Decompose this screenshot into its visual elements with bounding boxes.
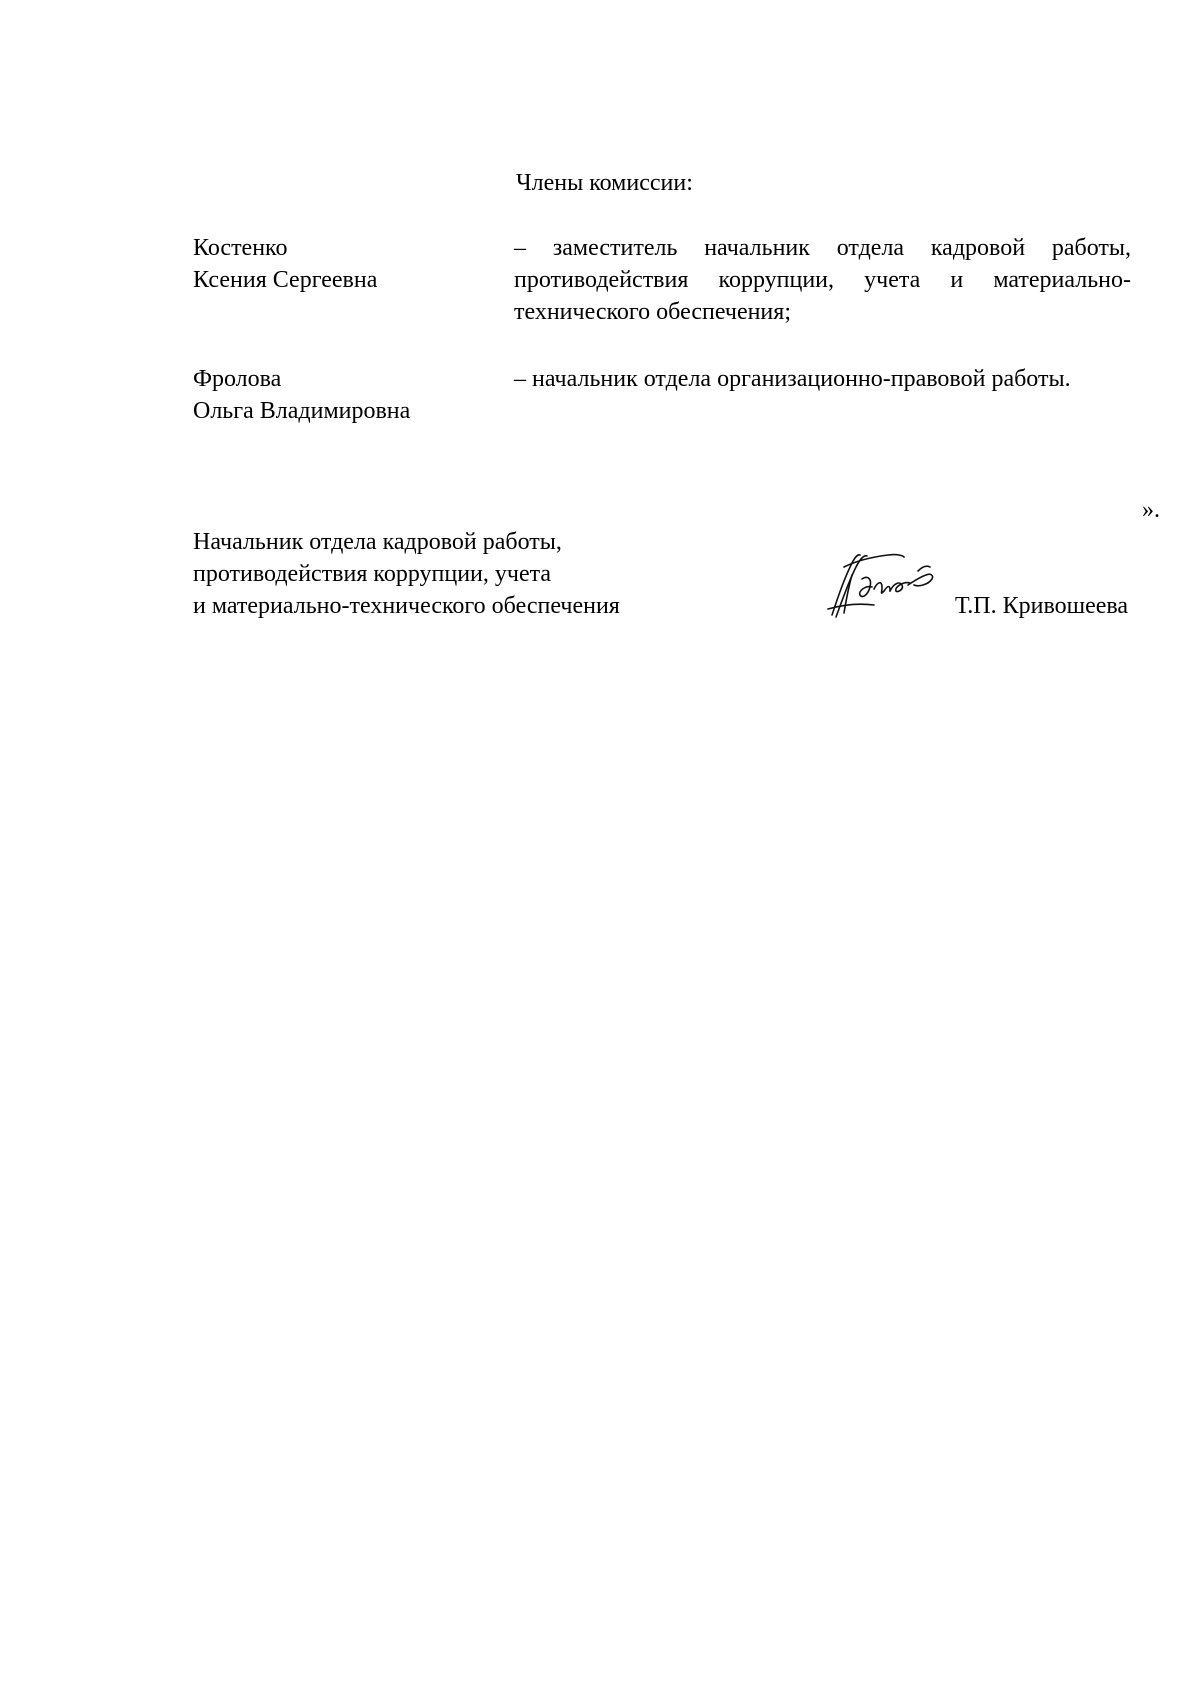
member-surname: Костенко xyxy=(193,235,288,261)
signer-title-line: противодействия коррупции, учета xyxy=(193,561,552,587)
signer-title xyxy=(193,526,733,622)
member-given-names: Ксения Сергеевна xyxy=(193,267,378,293)
member-name xyxy=(193,363,483,427)
member-description: – начальник отдела организационно-правовой работы. xyxy=(514,366,1071,392)
signer-name: Т.П. Кривошеева xyxy=(955,593,1129,619)
member-surname: Фролова xyxy=(193,366,282,392)
handwritten-signature xyxy=(822,545,940,623)
member-given-names: Ольга Владимировна xyxy=(193,398,411,424)
closing-quote: ». xyxy=(1142,497,1160,523)
member-description: – заместитель начальник отдела кадровой работы, противодействия коррупции, учета и материально-технического обеспечения; xyxy=(514,235,1131,325)
members-heading: Члены комиссии: xyxy=(516,170,693,196)
signer-title-line: и материально-технического обеспечения xyxy=(193,593,620,619)
member-name xyxy=(193,232,483,296)
signer-title-line: Начальник отдела кадровой работы, xyxy=(193,529,562,555)
